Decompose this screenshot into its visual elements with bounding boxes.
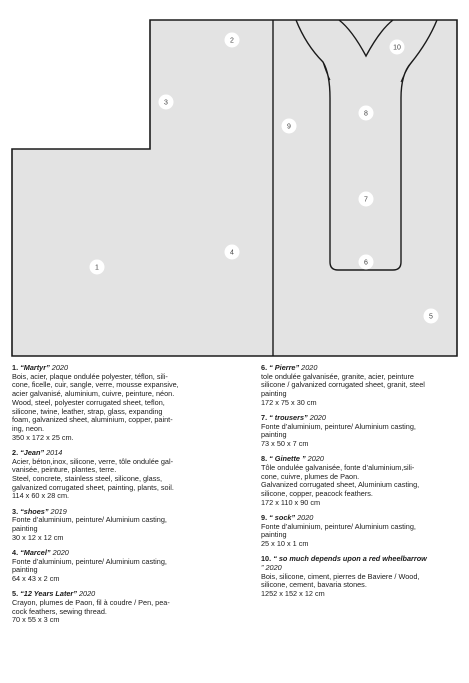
plan-marker-label: 4 bbox=[230, 249, 234, 257]
caption-year: 2020 bbox=[52, 547, 69, 557]
caption-title: “ Pierre” bbox=[269, 363, 300, 372]
caption-number: 4 bbox=[12, 547, 17, 557]
caption-line: cone, cuivre, plumes de Paon. bbox=[261, 471, 360, 481]
caption-number: 7 bbox=[261, 413, 266, 423]
plan-marker-9 bbox=[282, 119, 297, 134]
plan-marker-label: 8 bbox=[364, 110, 368, 118]
caption-heading: 3. “shoes” 2019 bbox=[12, 506, 67, 516]
caption-year: ” 2020 bbox=[261, 563, 282, 573]
plan-marker-label: 1 bbox=[95, 264, 99, 272]
caption-year: 2020 bbox=[301, 363, 318, 372]
caption-line: 30 x 12 x 12 cm bbox=[12, 532, 64, 542]
caption-line: acier galvanisé, aluminium, cuivre, peinture, néon. bbox=[12, 389, 175, 399]
caption-number: 1 bbox=[12, 363, 17, 372]
caption-line: cone, ficelle, cuir, sangle, verre, mousse expansive, bbox=[12, 380, 179, 390]
caption-number: 5 bbox=[12, 589, 17, 599]
caption-line: Wood, steel, polyester corrugated sheet, teflon, bbox=[12, 397, 165, 407]
caption-line: 1252 x 152 x 12 cm bbox=[261, 589, 325, 599]
plan-marker-label: 3 bbox=[164, 99, 168, 107]
caption-year: 2020 bbox=[78, 589, 96, 599]
caption-heading: 4. “Marcel” 2020 bbox=[12, 547, 69, 557]
plan-marker-3 bbox=[159, 95, 174, 110]
plan-marker-10 bbox=[390, 40, 405, 55]
caption-line: Steel, concrete, stainless steel, silicone, glass, bbox=[12, 473, 163, 483]
caption-line: Acier, béton,inox, silicone, verre, tôle ondulée gal- bbox=[12, 456, 174, 466]
caption-title: “ so much depends upon a red wheelbarrow bbox=[273, 554, 427, 564]
caption-line: Bois, acier, plaque ondulée polyester, téflon, sili- bbox=[12, 371, 168, 381]
caption-line: Fonte d’aluminium, peinture/ Aluminium casting, bbox=[261, 421, 416, 431]
caption-line: foam, galvanized sheet, aluminium, copper, paint- bbox=[12, 415, 173, 425]
caption-line: cock feathers, sewing thread. bbox=[12, 606, 107, 616]
plan-marker-label: 9 bbox=[287, 123, 291, 131]
caption-line: Galvanized corrugated sheet, Aluminium casting, bbox=[261, 480, 420, 490]
caption-line: vanisée, peinture, plantes, terre. bbox=[12, 465, 117, 475]
caption-year: 2020 bbox=[297, 513, 314, 523]
wall-surface bbox=[12, 20, 457, 356]
caption-line: silicone, copper, peacock feathers. bbox=[261, 489, 373, 499]
caption-line: 114 x 60 x 28 cm. bbox=[12, 491, 70, 501]
caption-line: painting bbox=[12, 565, 38, 575]
caption-number: 9 bbox=[261, 513, 266, 523]
caption-title: “shoes” bbox=[20, 506, 49, 516]
caption-entry-2 bbox=[12, 449, 244, 501]
plan-marker-6 bbox=[359, 255, 374, 270]
caption-title: “Martyr” bbox=[20, 363, 50, 372]
caption-line: silicone / galvanized corrugated sheet, granit, steel bbox=[261, 380, 425, 390]
plan-marker-label: 7 bbox=[364, 196, 368, 204]
caption-heading: 10. “ so much depends upon a red wheelbarrow ” 2020 bbox=[261, 554, 427, 573]
caption-entry-1 bbox=[12, 364, 244, 442]
caption-line: 73 x 50 x 7 cm bbox=[261, 439, 309, 449]
caption-column-left bbox=[12, 364, 244, 631]
caption-line: Bois, silicone, ciment, pierres de Baviere / Wood, bbox=[261, 571, 420, 581]
caption-heading: 1. “Martyr” 2020 bbox=[12, 363, 68, 372]
caption-number: 8 bbox=[261, 454, 266, 464]
caption-line: painting bbox=[261, 530, 287, 540]
caption-year: 2020 bbox=[309, 413, 326, 423]
caption-line: 172 x 110 x 90 cm bbox=[261, 497, 321, 507]
caption-year: 2014 bbox=[46, 447, 63, 457]
plan-marker-2 bbox=[225, 33, 240, 48]
caption-year: 2020 bbox=[307, 454, 324, 464]
plan-marker-8 bbox=[359, 106, 374, 121]
caption-line: ing, neon. bbox=[12, 423, 45, 433]
caption-line: silicone, cement, bavaria stones. bbox=[261, 580, 367, 590]
caption-line: silicone, twine, leather, strap, glass, expanding bbox=[12, 406, 163, 416]
caption-line: painting bbox=[261, 389, 287, 399]
caption-heading: 7. “ trousers” 2020 bbox=[261, 413, 326, 423]
caption-number: 2 bbox=[12, 447, 17, 457]
plan-marker-4 bbox=[225, 245, 240, 260]
caption-entry-5 bbox=[12, 590, 244, 625]
caption-entry-7 bbox=[261, 414, 461, 449]
plan-marker-label: 2 bbox=[230, 37, 234, 45]
plan-marker-5 bbox=[424, 309, 439, 324]
caption-number: 10 bbox=[261, 554, 270, 564]
caption-title: “ trousers” bbox=[269, 413, 308, 423]
caption-line: 172 x 75 x 30 cm bbox=[261, 397, 317, 407]
caption-title: “Marcel” bbox=[20, 547, 51, 557]
caption-entry-3 bbox=[12, 508, 244, 543]
caption-line: 64 x 43 x 2 cm bbox=[12, 573, 60, 583]
caption-line: 25 x 10 x 1 cm bbox=[261, 539, 309, 549]
caption-line: Fonte d’aluminium, peinture/ Aluminium casting, bbox=[12, 515, 167, 525]
caption-line: tole ondulée galvanisée, granite, acier, peinture bbox=[261, 371, 414, 381]
caption-entry-4 bbox=[12, 549, 244, 584]
caption-heading: 6. “ Pierre” 2020 bbox=[261, 363, 318, 372]
caption-heading: 5. “12 Years Later” 2020 bbox=[12, 589, 96, 599]
caption-line: 350 x 172 x 25 cm. bbox=[12, 432, 74, 442]
caption-heading: 8. “ Ginette ” 2020 bbox=[261, 454, 324, 464]
caption-line: Crayon, plumes de Paon, fil à coudre / Pen, pea- bbox=[12, 597, 170, 607]
plan-marker-label: 10 bbox=[393, 44, 401, 52]
caption-line: galvanized corrugated sheet, painting, plants, soil. bbox=[12, 482, 174, 492]
plan-marker-7 bbox=[359, 192, 374, 207]
caption-line: Tôle ondulée galvanisée, fonte d’aluminium,sili- bbox=[261, 463, 415, 473]
caption-title: “Jean” bbox=[20, 447, 45, 457]
caption-year: 2020 bbox=[51, 363, 68, 372]
caption-entry-6 bbox=[261, 364, 461, 408]
plan-marker-label: 6 bbox=[364, 259, 368, 267]
caption-heading: 9. “ sock” 2020 bbox=[261, 513, 314, 523]
caption-entry-8 bbox=[261, 455, 461, 507]
caption-line: Fonte d’aluminium, peinture/ Aluminium casting, bbox=[261, 521, 416, 531]
caption-line: painting bbox=[261, 430, 287, 440]
caption-heading: 2. “Jean” 2014 bbox=[12, 447, 63, 457]
caption-line: Fonte d’aluminium, peinture/ Aluminium casting, bbox=[12, 556, 167, 566]
caption-number: 6 bbox=[261, 363, 266, 372]
caption-entry-9 bbox=[261, 514, 461, 549]
plan-marker-label: 5 bbox=[429, 313, 433, 321]
caption-entry-10 bbox=[261, 555, 461, 599]
caption-title: “ sock” bbox=[269, 513, 296, 523]
plan-marker-1 bbox=[90, 260, 105, 275]
caption-number: 3 bbox=[12, 506, 17, 516]
caption-column-right bbox=[261, 364, 461, 605]
caption-title: “12 Years Later” bbox=[20, 589, 77, 599]
caption-line: 70 x 55 x 3 cm bbox=[12, 615, 60, 625]
caption-title: “ Ginette ” bbox=[269, 454, 306, 464]
caption-year: 2019 bbox=[50, 506, 67, 516]
caption-line: painting bbox=[12, 523, 38, 533]
